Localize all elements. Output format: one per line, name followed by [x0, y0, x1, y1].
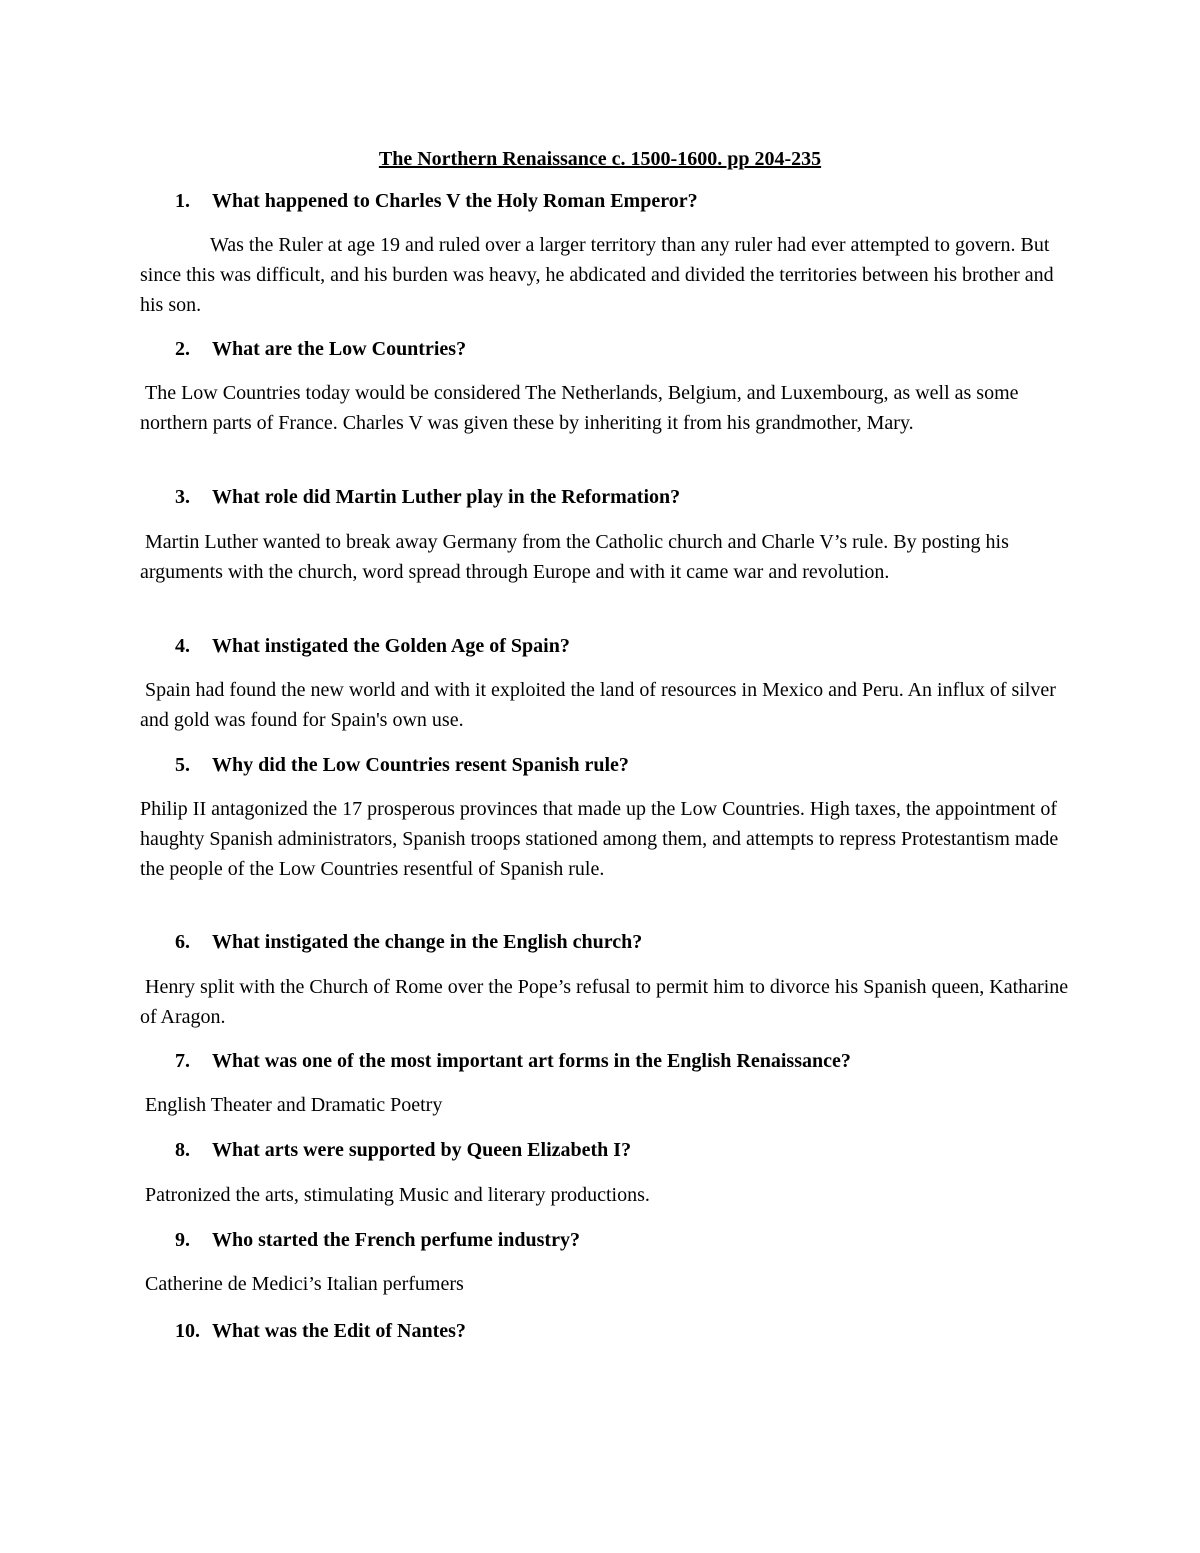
- question-10: [175, 1316, 466, 1346]
- question-5: [175, 750, 629, 780]
- question-6: [175, 927, 642, 957]
- document-title: The Northern Renaissance c. 1500-1600. pp 204-235: [378, 148, 822, 170]
- answer-8: Patronized the arts, stimulating Music and literary productions.: [145, 1184, 650, 1206]
- question-7: [175, 1046, 851, 1076]
- question-text: What was the Edit of Nantes?: [212, 1320, 466, 1342]
- question-number: 3.: [175, 486, 190, 508]
- answer-2: The Low Countries today would be considered The Netherlands, Belgium, and Luxembourg, as well as some northern parts of France. Charles V was given these by inheriting it from his grandmother, Mary.: [140, 382, 1019, 434]
- answer-5: Philip II antagonized the 17 prosperous provinces that made up the Low Countries. High taxes, the appointment of haughty Spanish administrators, Spanish troops stationed among them, and attempts to repress Protestantism made the people of the Low Countries resentful of Spanish rule.: [140, 798, 1059, 880]
- answer-6: Henry split with the Church of Rome over the Pope’s refusal to permit him to divorce his Spanish queen, Katharine of Aragon.: [140, 976, 1069, 1028]
- question-text: Why did the Low Countries resent Spanish rule?: [212, 754, 629, 776]
- answer-9: Catherine de Medici’s Italian perfumers: [145, 1273, 464, 1295]
- question-number: 7.: [175, 1050, 190, 1072]
- answer-4: Spain had found the new world and with it exploited the land of resources in Mexico and Peru. An influx of silver and gold was found for Spain's own use.: [140, 679, 1056, 731]
- question-text: What happened to Charles V the Holy Roman Emperor?: [212, 190, 698, 212]
- question-text: Who started the French perfume industry?: [212, 1229, 580, 1251]
- answer-7: English Theater and Dramatic Poetry: [145, 1094, 443, 1116]
- question-number: 9.: [175, 1229, 190, 1251]
- question-8: [175, 1135, 631, 1165]
- question-3: [175, 482, 680, 512]
- question-text: What are the Low Countries?: [212, 338, 467, 360]
- question-number: 5.: [175, 754, 190, 776]
- question-number: 10.: [175, 1320, 200, 1342]
- question-text: What was one of the most important art forms in the English Renaissance?: [212, 1050, 851, 1072]
- question-number: 1.: [175, 190, 190, 212]
- question-text: What instigated the Golden Age of Spain?: [212, 635, 570, 657]
- question-number: 6.: [175, 931, 190, 953]
- answer-3: Martin Luther wanted to break away Germany from the Catholic church and Charle V’s rule. By posting his arguments with the church, word spread through Europe and with it came war and revolution.: [140, 531, 1009, 583]
- question-text: What instigated the change in the English church?: [212, 931, 643, 953]
- question-2: [175, 334, 466, 364]
- question-number: 2.: [175, 338, 190, 360]
- question-text: What role did Martin Luther play in the Reformation?: [212, 486, 681, 508]
- question-1: [175, 186, 698, 216]
- question-text: What arts were supported by Queen Elizabeth I?: [212, 1139, 632, 1161]
- question-number: 4.: [175, 635, 190, 657]
- question-9: [175, 1225, 580, 1255]
- question-4: [175, 631, 570, 661]
- answer-1: Was the Ruler at age 19 and ruled over a larger territory than any ruler had ever attempted to govern. But since this was difficult, and his burden was heavy, he abdicated and divided the territories between his brother and his son.: [140, 234, 1054, 316]
- question-number: 8.: [175, 1139, 190, 1161]
